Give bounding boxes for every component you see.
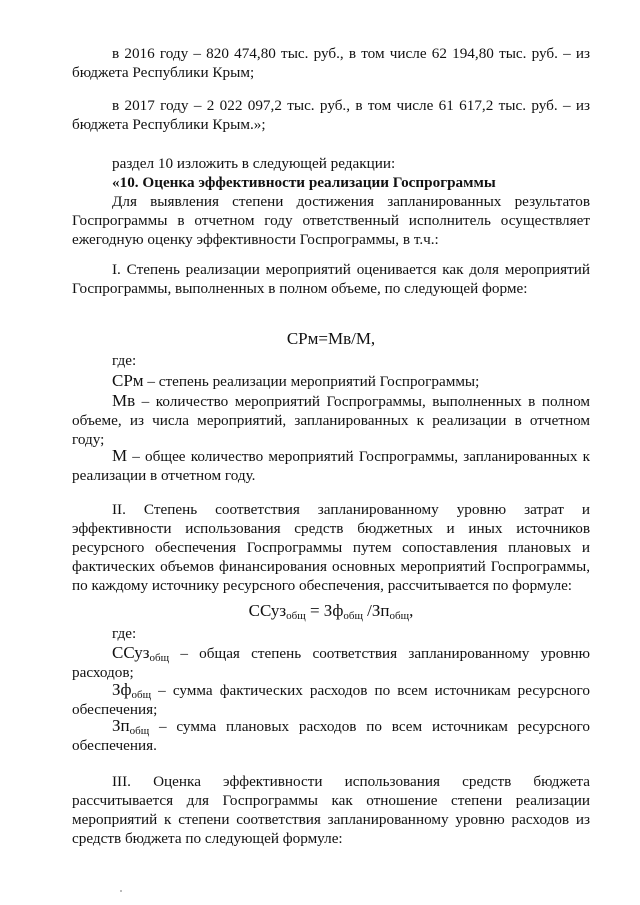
section-heading-text: «10. Оценка эффективности реализации Госпрограммы bbox=[112, 174, 496, 191]
legend-subscript: общ bbox=[131, 689, 152, 701]
formula-lhs: ССуз bbox=[248, 601, 287, 620]
formula-div: /Зп bbox=[362, 601, 390, 620]
formula-lhs-subscript: общ bbox=[286, 610, 306, 622]
part2-legend-1 bbox=[72, 643, 590, 682]
part1-text: I. Степень реализации мероприятий оценивается как доля мероприятий Госпрограммы, выполненных в полном объеме, по следующей форме: bbox=[72, 261, 590, 297]
part3-text: III. Оценка эффективности использования средств бюджета рассчитывается для Госпрограммы как отношение степени реализации мероприятий к степени соответствия запланированному уровню расходов из средств бюджета по следующей формуле: bbox=[72, 773, 590, 847]
formula-rhs-subscript: общ bbox=[389, 610, 410, 622]
budget-2016-text: в 2016 году – 820 474,80 тыс. руб., в том числе 62 194,80 тыс. руб. – из бюджета Республики Крым; bbox=[72, 45, 590, 81]
legend-subscript: общ bbox=[129, 725, 150, 737]
section-heading bbox=[72, 173, 590, 192]
part1-legend-1 bbox=[72, 371, 590, 391]
part2-paragraph bbox=[72, 500, 590, 595]
part2-where bbox=[112, 624, 136, 643]
legend-subscript: общ bbox=[149, 652, 170, 664]
part1-legend-3 bbox=[72, 446, 590, 485]
scan-speck bbox=[120, 890, 122, 892]
part2-where-text: где: bbox=[112, 625, 137, 642]
legend-term: ССуз bbox=[112, 643, 150, 662]
part1-legend-2 bbox=[72, 391, 590, 449]
section-instruction-text: раздел 10 изложить в следующей редакции: bbox=[112, 155, 396, 172]
section-intro bbox=[72, 192, 590, 249]
budget-2016-paragraph bbox=[72, 44, 590, 82]
part2-formula bbox=[72, 601, 590, 620]
section-instruction bbox=[72, 154, 590, 173]
section-intro-text: Для выявления степени достижения запланированных результатов Госпрограммы в отчетном году ответственный исполнитель осуществляет ежегодную оценку эффективности Госпрограммы, в т.ч.: bbox=[72, 193, 590, 248]
legend-desc: – степень реализации мероприятий Госпрограммы; bbox=[143, 373, 480, 390]
legend-term: М bbox=[112, 446, 128, 465]
legend-desc: – сумма фактических расходов по всем источникам ресурсного обеспечения; bbox=[72, 682, 590, 718]
legend-desc: – общая степень соответствия запланированному уровню расходов; bbox=[72, 645, 590, 681]
formula-mid-subscript: общ bbox=[343, 610, 363, 622]
legend-term: Зп bbox=[112, 716, 130, 735]
part3-paragraph bbox=[72, 772, 590, 848]
part1-paragraph bbox=[72, 260, 590, 298]
budget-2017-paragraph bbox=[72, 96, 590, 134]
legend-desc: – общее количество мероприятий Госпрограммы, запланированных к реализации в отчетном году. bbox=[72, 448, 590, 484]
legend-desc: – количество мероприятий Госпрограммы, выполненных в полном объеме, из числа мероприятий, запланированных к реализации в отчетном году; bbox=[72, 393, 590, 448]
legend-term: Мв bbox=[112, 391, 136, 410]
part2-legend-2 bbox=[72, 680, 590, 719]
part1-formula-text: СРм=Мв/М, bbox=[286, 329, 376, 348]
legend-term: Зф bbox=[112, 680, 132, 699]
formula-eq: = Зф bbox=[305, 601, 344, 620]
part1-where bbox=[112, 351, 136, 370]
part2-text: II. Степень соответствия запланированному уровню затрат и эффективности использования средств бюджетных и иных источников ресурсного обеспечения Госпрограммы путем сопоставления плановых и фактических объемов финансирования основных мероприятий Госпрограммы, по каждому источнику ресурсного обеспечения, рассчитывается по формуле: bbox=[72, 501, 590, 594]
part1-formula bbox=[72, 329, 590, 348]
formula-end: , bbox=[409, 601, 414, 620]
legend-desc: – сумма плановых расходов по всем источникам ресурсного обеспечения. bbox=[72, 718, 590, 754]
part1-where-text: где: bbox=[112, 352, 137, 369]
part2-legend-3 bbox=[72, 716, 590, 755]
budget-2017-text: в 2017 году – 2 022 097,2 тыс. руб., в том числе 61 617,2 тыс. руб. – из бюджета Республики Крым.»; bbox=[72, 97, 590, 133]
legend-term: СРм bbox=[112, 371, 144, 390]
